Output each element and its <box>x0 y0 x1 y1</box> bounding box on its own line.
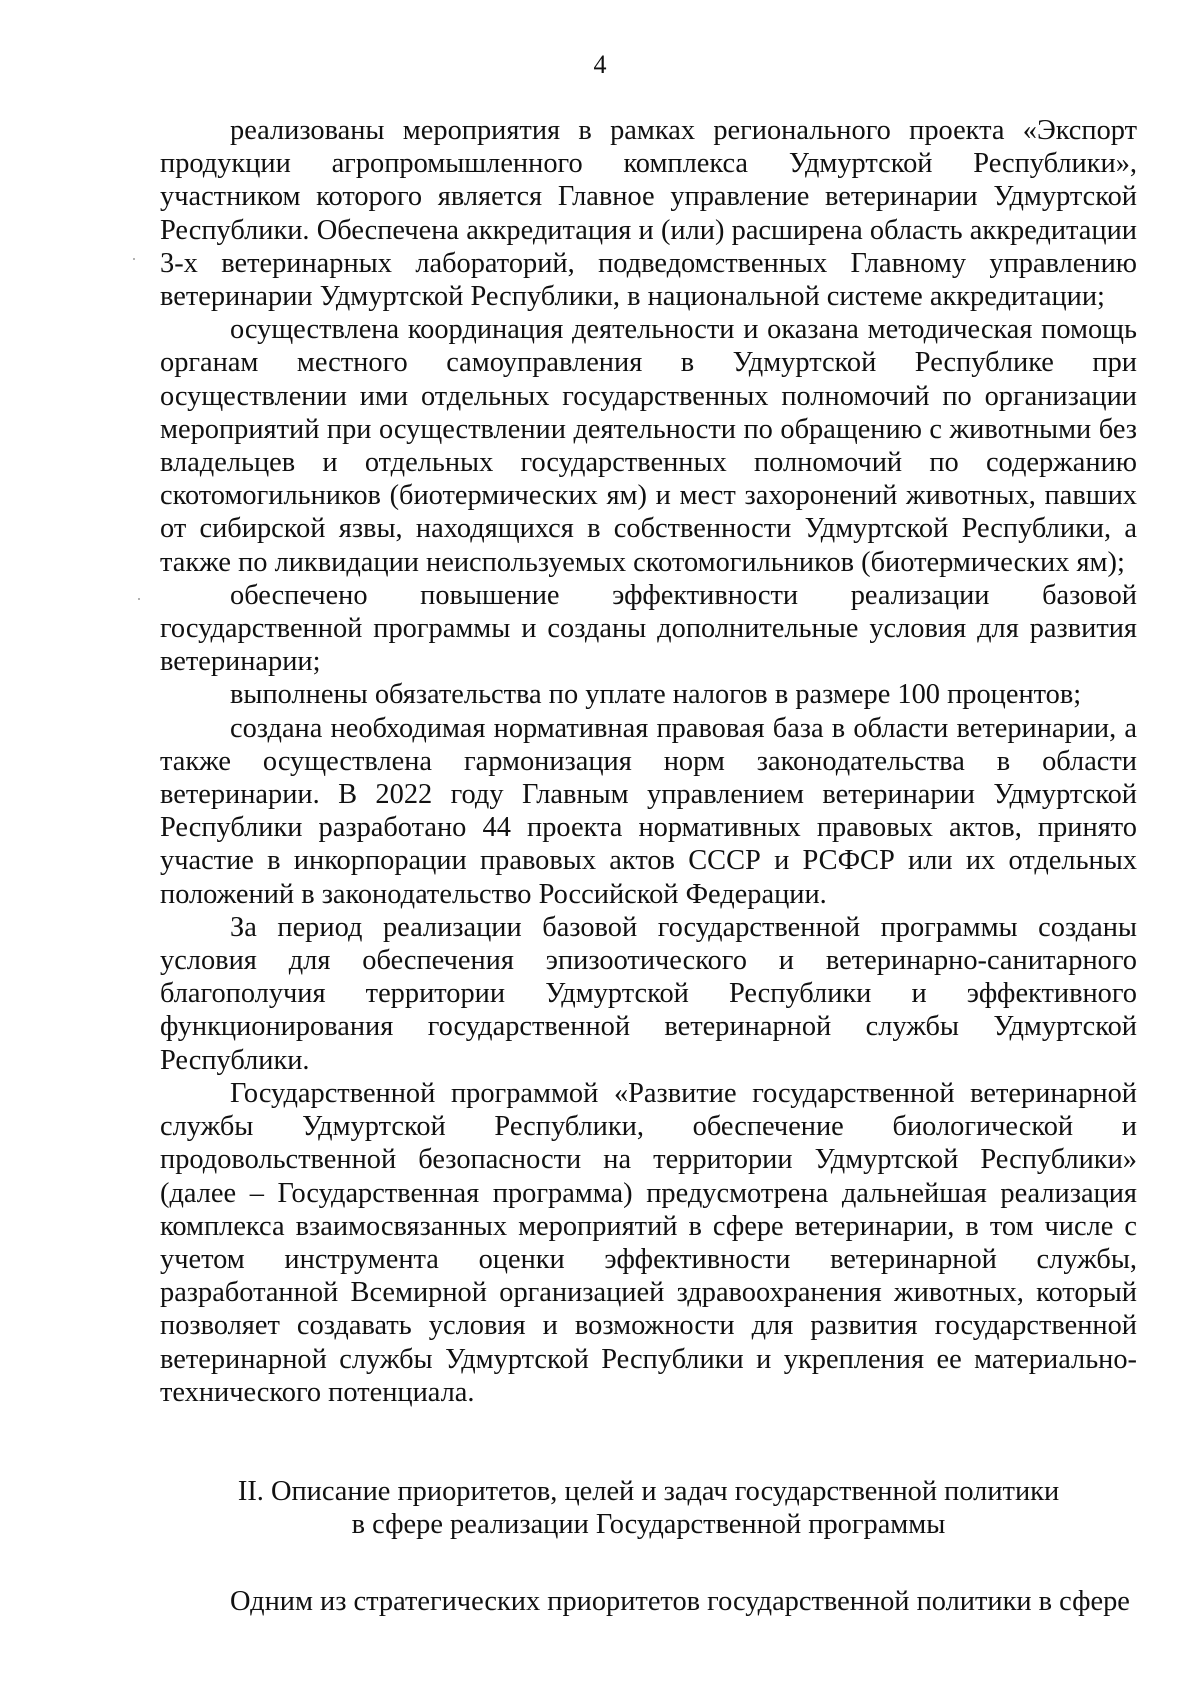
body-text <box>160 114 1137 1409</box>
paragraph-export-project: реализованы мероприятия в рамках регионального проекта «Экспорт продукции агропромышленного комплекса Удмуртской Республики», участником которого является Главное управление ветеринарии Удмуртской Республики. Обеспечена аккредитация и (или) расширена область аккредитации 3-х ветеринарных лабораторий, подведомственных Главному управлению ветеринарии Удмуртской Республики, в национальной системе аккредитации; <box>160 115 1137 313</box>
paragraph-taxes: выполнены обязательства по уплате налогов в размере 100 процентов; <box>230 679 1082 711</box>
section-heading <box>160 1475 1137 1541</box>
trailing-text <box>160 1585 1137 1618</box>
paragraph-results: За период реализации базовой государственной программы созданы условия для обеспечения эпизоотического и ветеринарно-санитарного благополучия территории Удмуртской Республики и эффективного функционирования государственной ветеринарной службы Удмуртской Республики. <box>160 911 1137 1076</box>
paragraph-coordination: осуществлена координация деятельности и оказана методическая помощь органам местного самоуправления в Удмуртской Республике при осуществлении ими отдельных государственных полномочий по организации мероприятий при осуществлении деятельности по обращению с животными без владельцев и отдельных государственных полномочий по содержанию скотомогильников (биотермических ям) и мест захоронений животных, павших от сибирской язвы, находящихся в собственности Удмуртской Республики, а также по ликвидации неиспользуемых скотомогильников (биотермических ям); <box>160 314 1137 578</box>
paragraph-state-program: Государственной программой «Развитие государственной ветеринарной службы Удмуртской Республики, обеспечение биологической и продовольственной безопасности на территории Удмуртской Республики» (далее – Государственная программа) предусмотрена дальнейшая реализация комплекса взаимосвязанных мероприятий в сфере ветеринарии, в том числе с учетом инструмента оценки эффективности ветеринарной службы, разработанной Всемирной организацией здравоохранения животных, который позволяет создавать условия и возможности для развития государственной ветеринарной службы Удмуртской Республики и укрепления ее материально-технического потенциала. <box>160 1077 1137 1408</box>
scan-speck <box>138 598 140 600</box>
section-heading-line-1: II. Описание приоритетов, целей и задач государственной политики <box>237 1476 1060 1507</box>
paragraph-efficiency: обеспечено повышение эффективности реализации базовой государственной программы и созданы дополнительные условия для развития ветеринарии; <box>160 579 1137 678</box>
section-heading-line-2: в сфере реализации Государственной программы <box>351 1509 946 1541</box>
scan-speck <box>133 258 135 260</box>
paragraph-legal-base: создана необходимая нормативная правовая база в области ветеринарии, а также осуществлена гармонизация норм законодательства в области ветеринарии. В 2022 году Главным управлением ветеринарии Удмуртской Республики разработано 44 проекта нормативных правовых актов, принято участие в инкорпорации правовых актов СССР и РСФСР или их отдельных положений в законодательство Российской Федерации. <box>160 712 1137 910</box>
page-number: 4 <box>593 50 607 79</box>
paragraph-priorities: Одним из стратегических приоритетов государственной политики в сфере <box>230 1586 1130 1617</box>
